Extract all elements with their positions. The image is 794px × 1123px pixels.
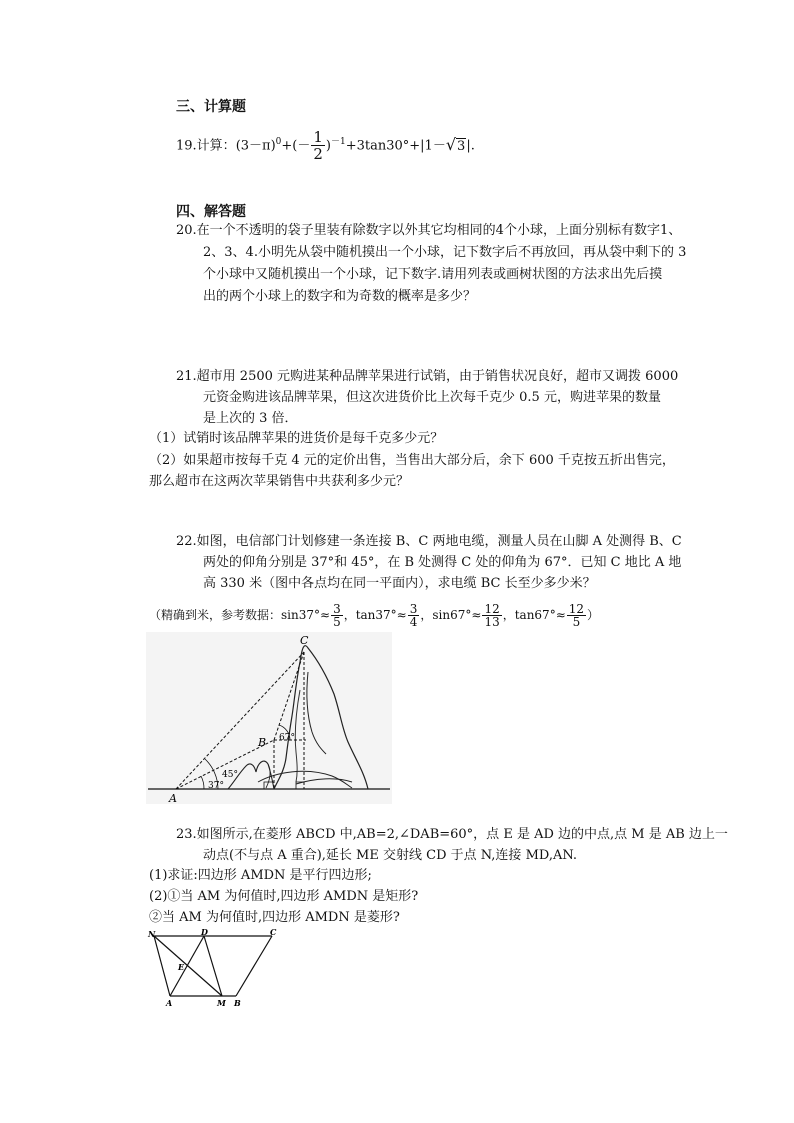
label-D: D — [201, 928, 208, 937]
q22-line-3: 高 330 米（图中各点均在同一平面内），求电缆 BC 长至少多少米？ — [203, 576, 596, 591]
q20-line-3: 个小球中又随机摸出一个小球，记下数字.请用列表或画树状图的方法求出先后摸 — [203, 267, 663, 282]
q21-sub-1: （1）试销时该品牌苹果的进货价是每千克多少元？ — [149, 431, 444, 446]
line-DM — [204, 936, 222, 996]
label-B: B — [258, 736, 267, 749]
rhombus-diagram — [146, 928, 282, 1012]
q19-number: 19.计算： — [176, 138, 236, 154]
q22-reference-data: （精确到米，参考数据：sin37°≈ $\frac{3}{5}$ ，tan37°≈ $\frac{3}{4}$ ，sin67°≈ $\frac{12}{13}$ ，tan67°≈ $\frac{12}{5}$ ） — [149, 602, 600, 629]
label-E: E — [178, 962, 185, 972]
q23-sub-3: ②当 AM 为何值时,四边形 AMDN 是菱形? — [149, 910, 400, 925]
frac-12-5: $\frac{12}{5}$ — [568, 602, 585, 629]
mountain-diagram — [146, 632, 392, 804]
label-67: 67° — [279, 733, 295, 743]
q21-sub-3: 那么超市在这两次苹果销售中共获利多少元？ — [149, 474, 410, 489]
question-19: 19.计算：$(3-\pi)^0+(-$ $\frac{1}{2}$ )$^{-1}$+3tan30°+|1－√3|. — [176, 122, 475, 167]
q19-fraction: $\frac{1}{2}$ — [313, 128, 323, 164]
q20-line-2: 2、3、4.小明先从袋中随机摸出一个小球，记下数字后不再放回，再从袋中剩下的 3 — [203, 245, 687, 260]
label-N: N — [148, 929, 156, 939]
q23-sub-2: (2)①当 AM 为何值时,四边形 AMDN 是矩形? — [149, 889, 419, 904]
q20-line-4: 出的两个小球上的数字和为奇数的概率是多少？ — [203, 289, 477, 304]
q22-line-2: 两处的仰角分别是 37°和 45°，在 B 处测得 C 处的仰角为 67°．已知 C 地比 A 地 — [203, 555, 682, 570]
line-BC — [236, 936, 272, 996]
q23-line-2: 动点(不与点 A 重合),延长 ME 交射线 CD 于点 N,连接 MD,AN. — [203, 848, 578, 863]
frac-3-4: $\frac{3}{4}$ — [409, 602, 418, 629]
sqrt-symbol: √3 — [445, 134, 466, 154]
line-AN — [154, 936, 170, 996]
q21-sub-2: （2）如果超市按每千克 4 元的定价出售，当售出大部分后，余下 600 千克按五折出售完， — [149, 453, 675, 468]
label-45: 45° — [222, 770, 238, 780]
q21-line-2: 元资金购进该品牌苹果，但这次进货价比上次每千克少 0.5 元，购进苹果的数量 — [203, 390, 661, 405]
line-NM — [154, 936, 222, 996]
label-M: M — [217, 998, 226, 1008]
frac-12-13: $\frac{12}{13}$ — [484, 602, 500, 629]
label-C: C — [300, 634, 309, 647]
section-3-title: 三、计算题 — [176, 99, 246, 115]
q20-line-1: 20.在一个不透明的袋子里装有除数字以外其它均相同的4个小球，上面分别标有数字1、 — [176, 223, 682, 238]
label-B: B — [234, 998, 241, 1008]
q23-sub-1: (1)求证:四边形 AMDN 是平行四边形; — [149, 868, 372, 883]
q22-line-1: 22.如图，电信部门计划修建一条连接 B、C 两地电缆，测量人员在山脚 A 处测得 B、C — [176, 534, 682, 549]
q21-line-1: 21.超市用 2500 元购进某种品牌苹果进行试销，由于销售状况良好，超市又调拨 6000 — [176, 369, 679, 384]
line-AD — [170, 936, 204, 996]
q23-line-1: 23.如图所示,在菱形 ABCD 中,AB=2,∠DAB=60°，点 E 是 AD 边的中点,点 M 是 AB 边上一 — [176, 827, 728, 842]
label-A: A — [169, 792, 177, 804]
label-C: C — [270, 928, 277, 937]
frac-3-5: $\frac{3}{5}$ — [333, 602, 341, 629]
label-37: 37° — [208, 781, 224, 791]
q21-line-3: 是上次的 3 倍． — [203, 411, 298, 426]
label-A: A — [166, 998, 173, 1008]
section-4-title: 四、解答题 — [176, 204, 246, 220]
